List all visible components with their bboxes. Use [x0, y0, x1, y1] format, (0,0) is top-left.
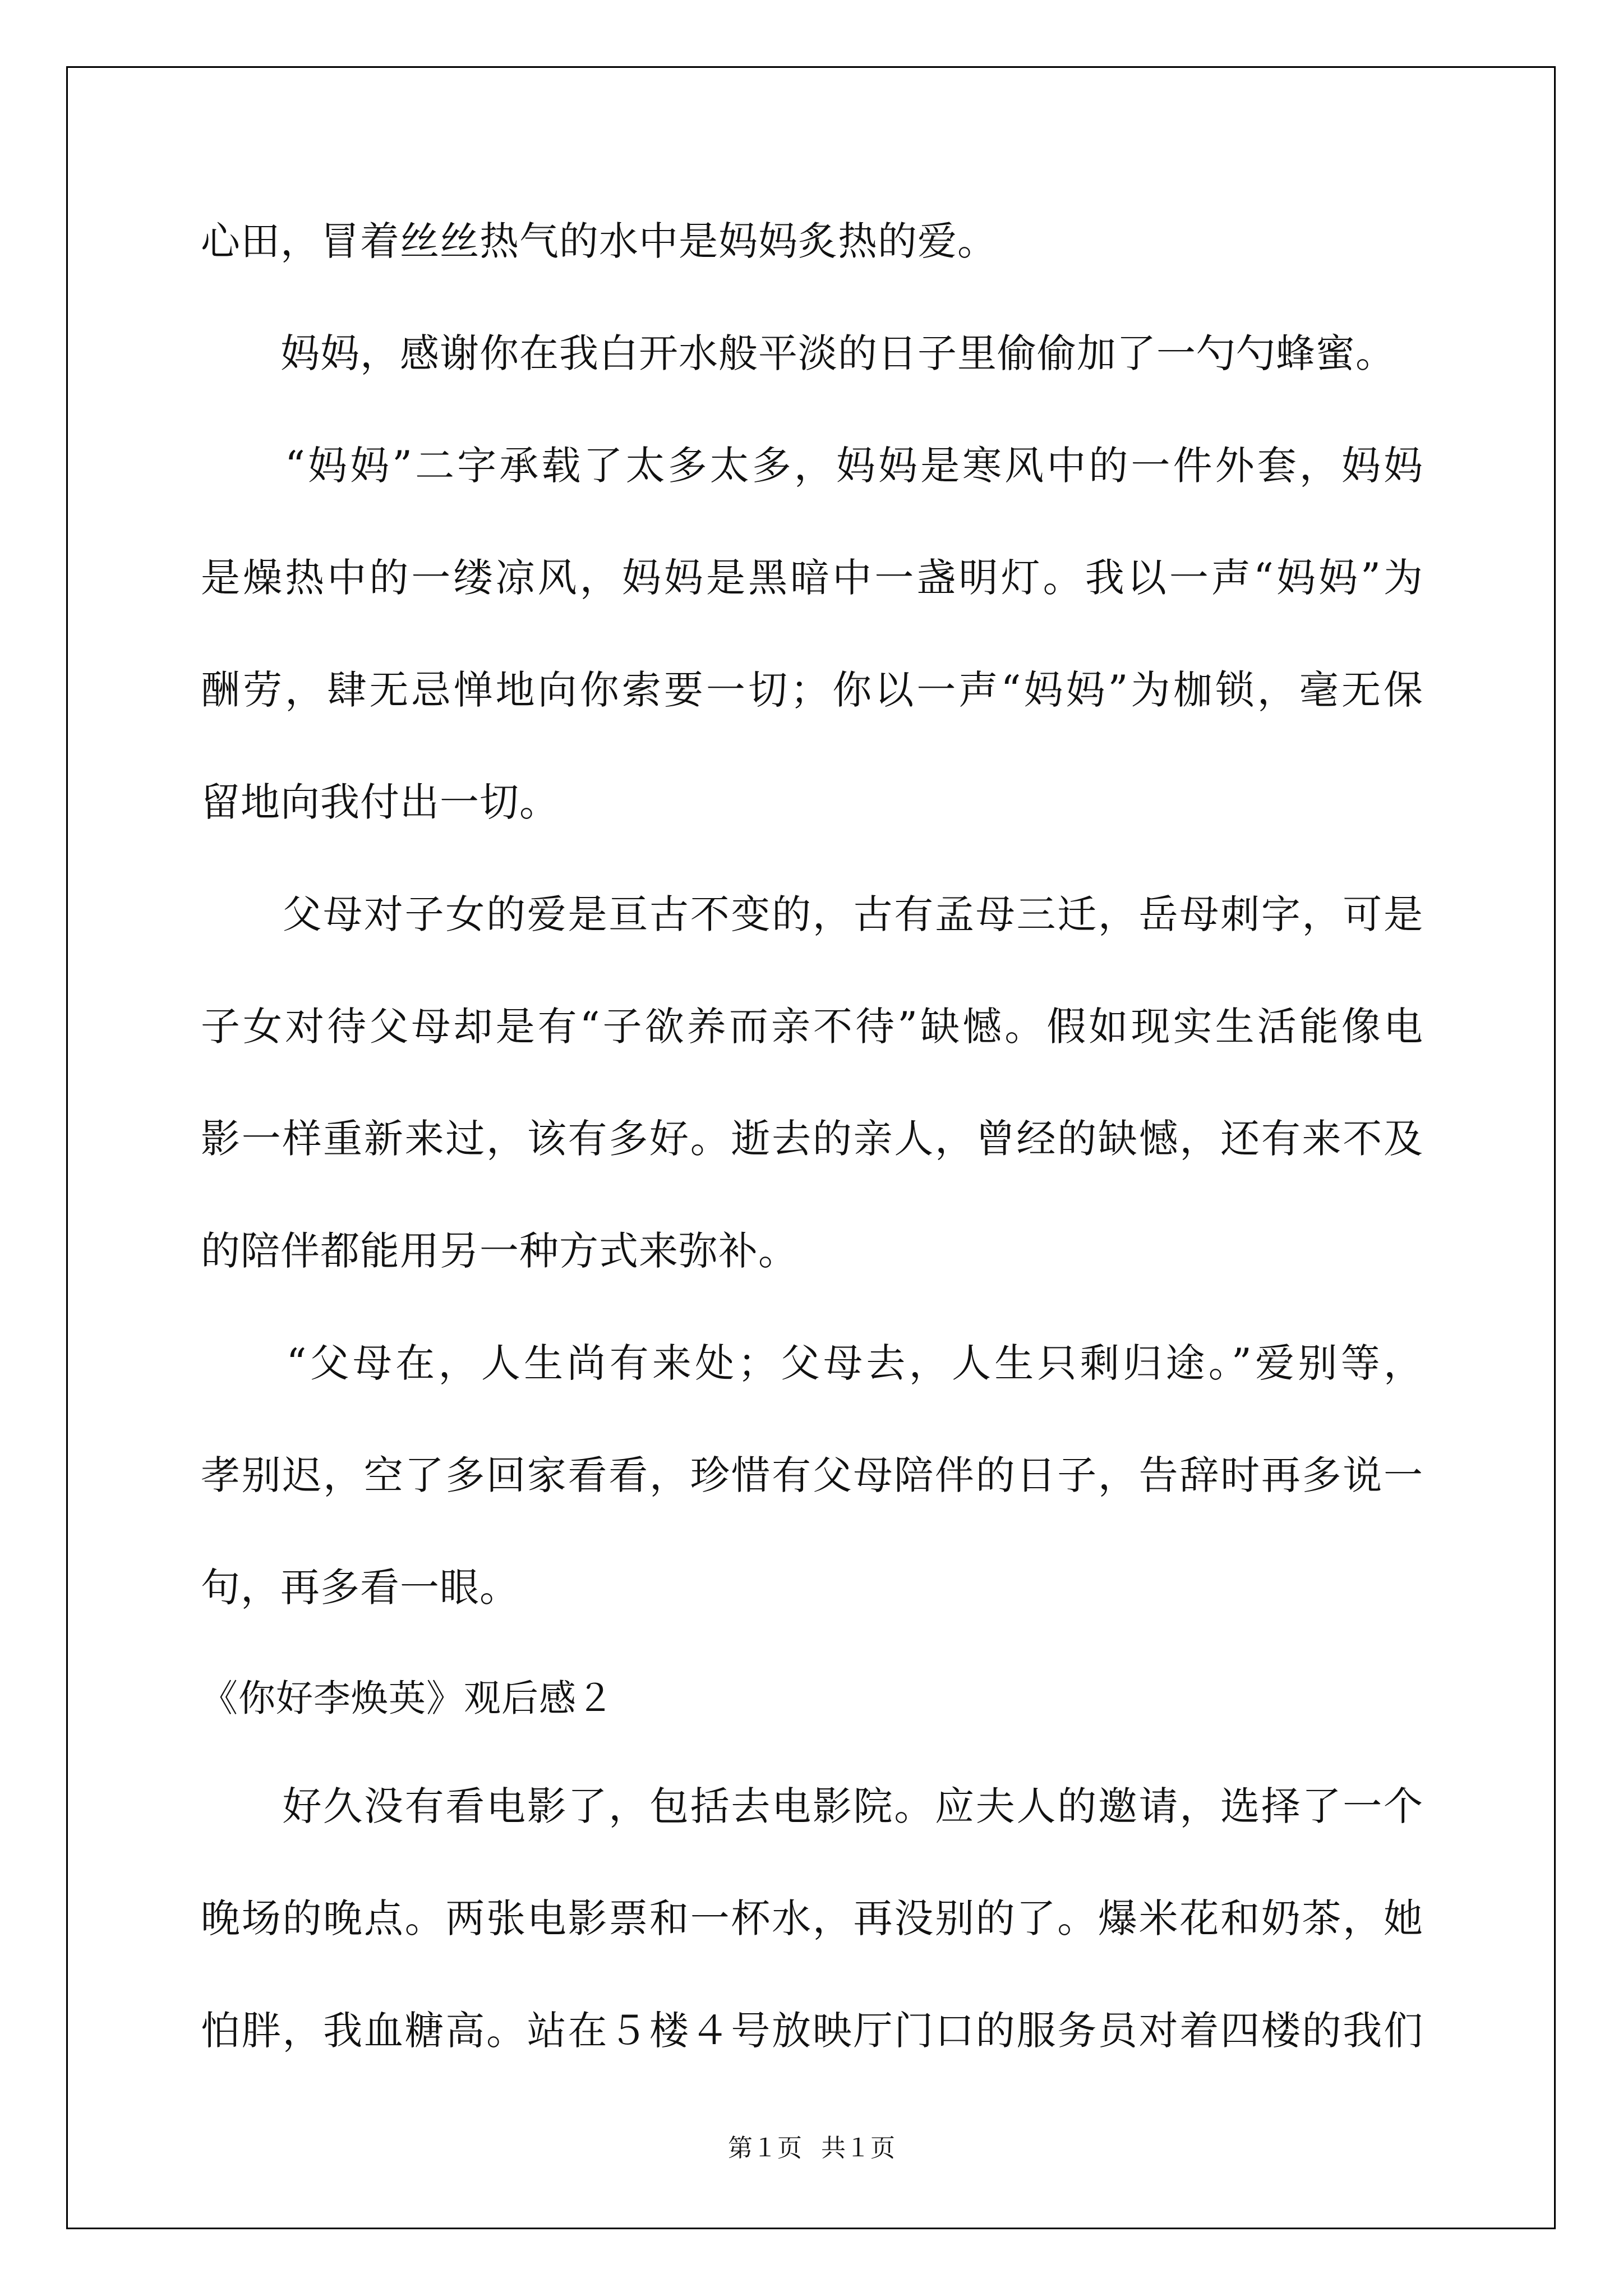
text-line: 留地向我付出一切。 — [201, 779, 559, 825]
text-line: 晚场的晚点。两张电影票和一杯水，再没别的了。爆米花和奶茶，她 — [201, 1895, 1423, 1941]
page-number: 第１页 — [728, 2134, 802, 2162]
text-line: 子女对待父母却是有“子欲养而亲不待”缺憾。假如现实生活能像电 — [201, 1004, 1423, 1050]
text-line: 酬劳，肆无忌惮地向你索要一切；你以一声“妈妈”为枷锁，毫无保 — [201, 667, 1423, 713]
text-line: 句，再多看一眼。 — [201, 1565, 519, 1611]
section-heading: 《你好李焕英》观后感２ — [201, 1677, 614, 1720]
text-line: 心田，冒着丝丝热气的水中是妈妈炙热的爱。 — [201, 218, 997, 264]
page-footer — [0, 2132, 1623, 2165]
page-total: 共１页 — [821, 2134, 895, 2162]
text-line: 的陪伴都能用另一种方式来弥补。 — [201, 1228, 798, 1274]
text-line: “妈妈”二字承载了太多太多，妈妈是寒风中的一件外套，妈妈 — [201, 443, 1423, 489]
text-line: 好久没有看电影了，包括去电影院。应夫人的邀请，选择了一个 — [201, 1783, 1423, 1829]
text-line: 妈妈，感谢你在我白开水般平淡的日子里偷偷加了一勺勺蜂蜜。 — [201, 330, 1395, 376]
text-line: 是燥热中的一缕凉风，妈妈是黑暗中一盏明灯。我以一声“妈妈”为 — [201, 555, 1423, 601]
text-line: “父母在，人生尚有来处；父母去，人生只剩归途。”爱别等， — [201, 1340, 1423, 1386]
text-line: 孝别迟，空了多回家看看，珍惜有父母陪伴的日子，告辞时再多说一 — [201, 1452, 1423, 1498]
text-line: 怕胖，我血糖高。站在５楼４号放映厅门口的服务员对着四楼的我们 — [201, 2008, 1423, 2054]
text-line: 影一样重新来过，该有多好。逝去的亲人，曾经的缺憾，还有来不及 — [201, 1116, 1423, 1162]
text-line: 父母对子女的爱是亘古不变的，古有孟母三迁，岳母刺字，可是 — [201, 891, 1423, 937]
